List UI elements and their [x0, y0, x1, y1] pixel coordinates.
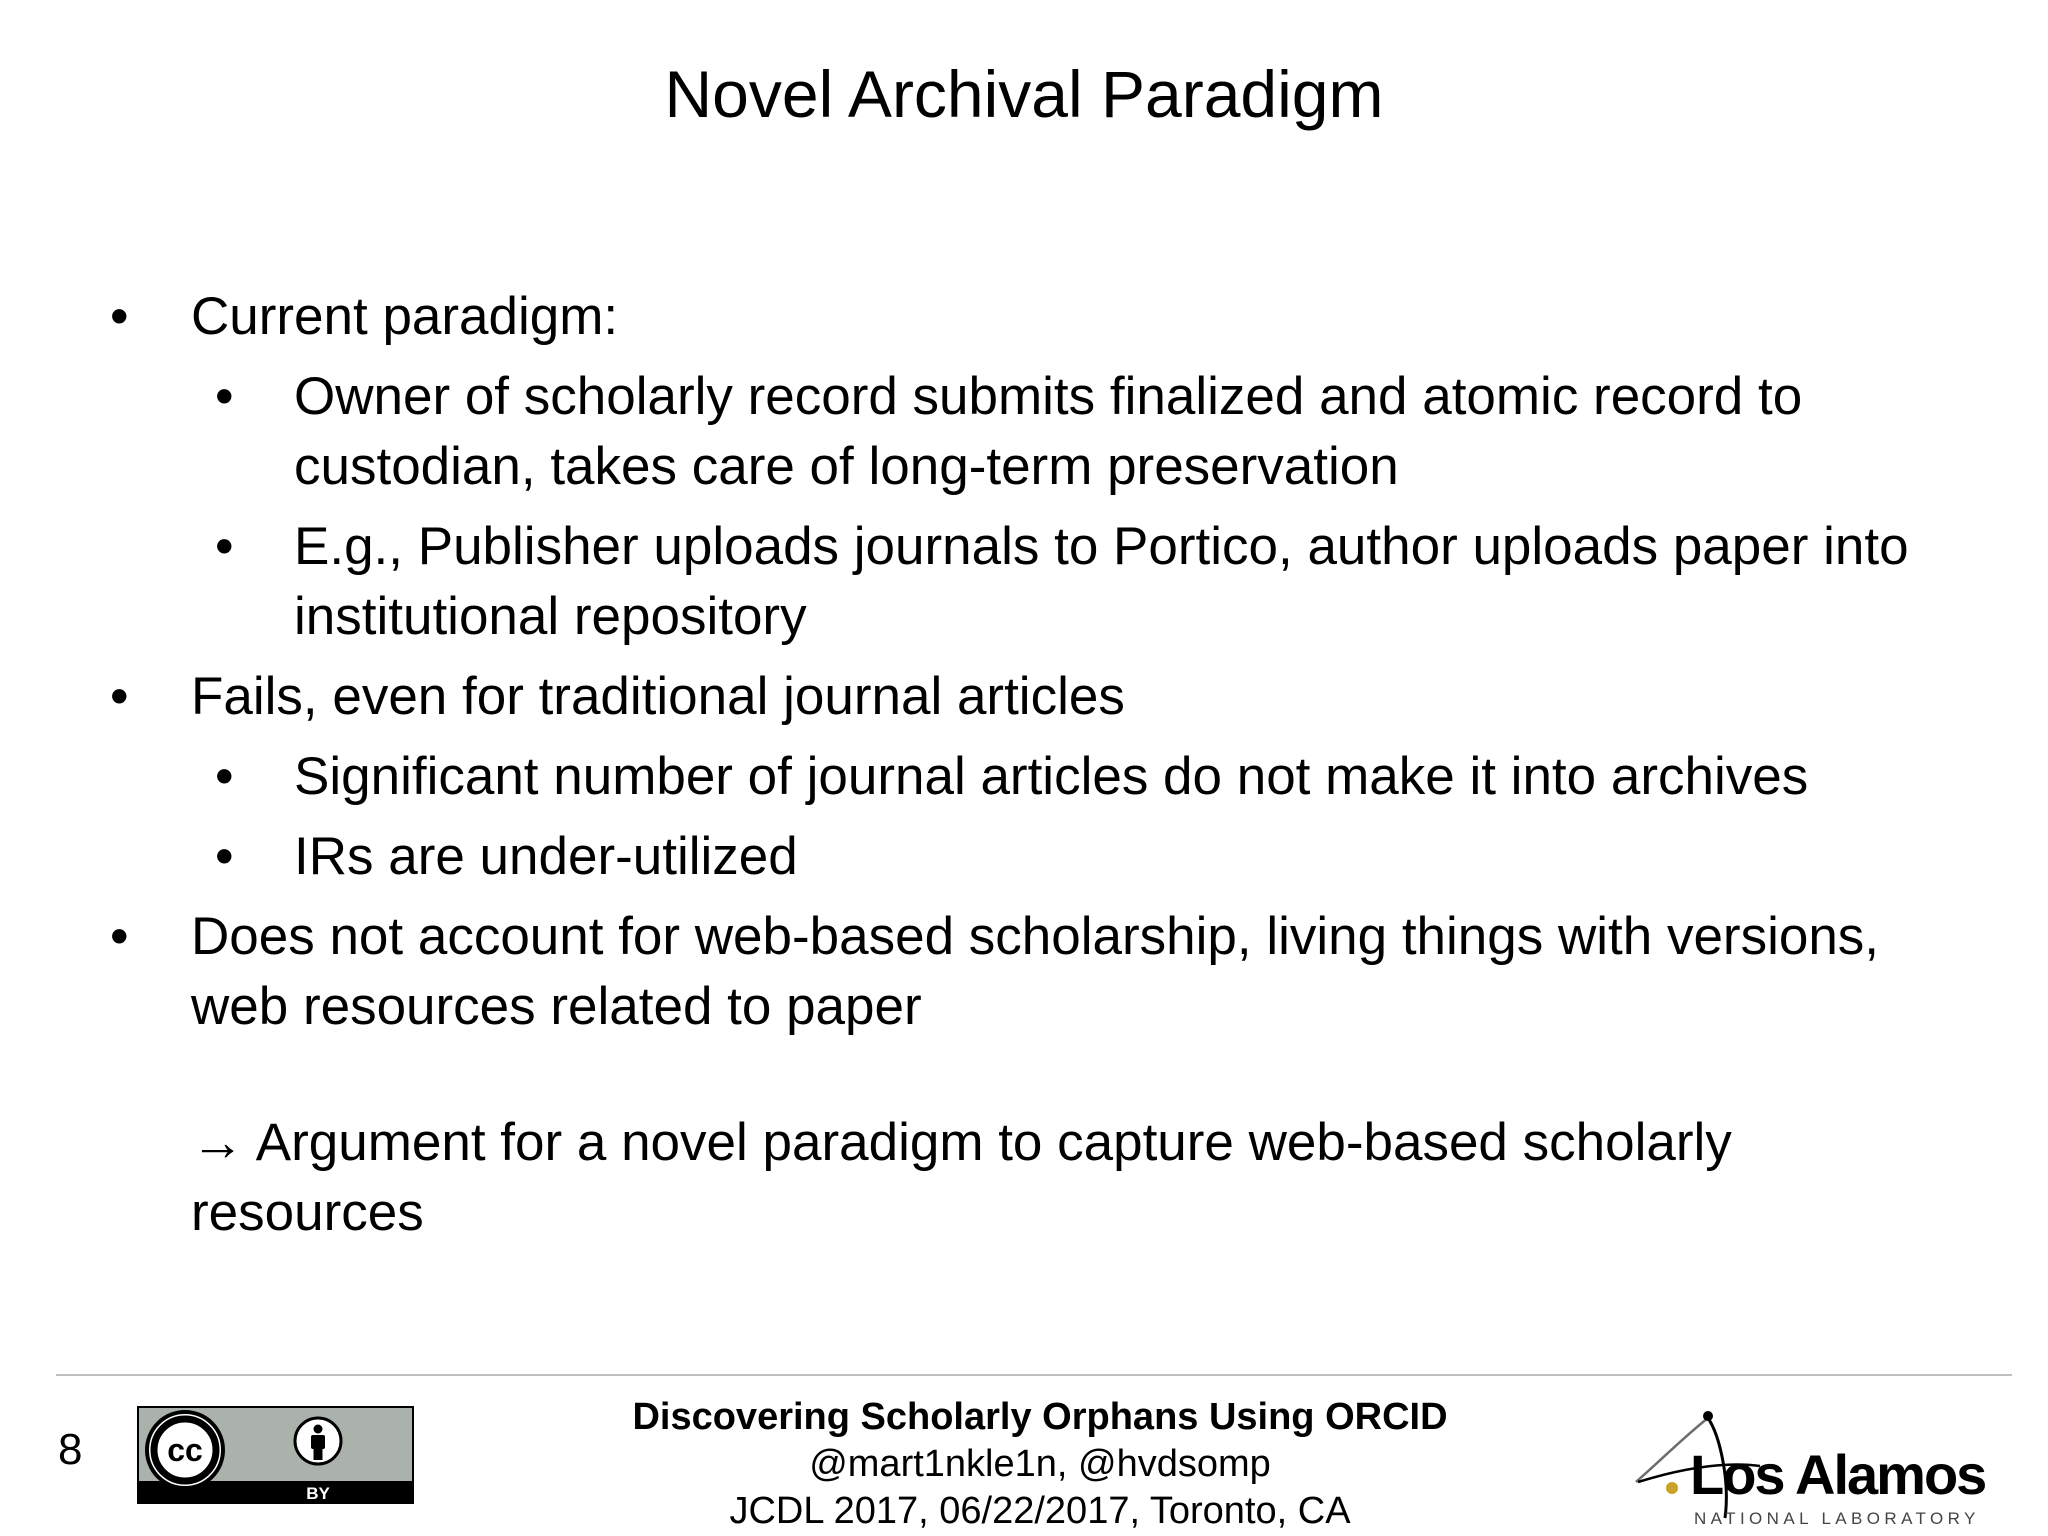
- logo-subtitle: NATIONAL LABORATORY: [1694, 1509, 1980, 1528]
- bullet-item: [0, 662, 1941, 732]
- bullet-text: Significant number of journal articles do not make it into archives: [294, 747, 1809, 806]
- bullet-marker: •: [215, 517, 234, 576]
- bullet-item: [0, 282, 1941, 352]
- bullet-text: Owner of scholarly record submits finalized and atomic record to custodian, takes care of long-term preservation: [294, 367, 1803, 496]
- bullet-text: IRs are under-utilized: [294, 827, 798, 886]
- footer-divider: [56, 1374, 2012, 1376]
- bullet-marker: •: [110, 667, 129, 726]
- slide-title: Novel Archival Paradigm: [664, 57, 1384, 131]
- sub-bullet-item: [0, 512, 1994, 652]
- bullet-marker: •: [110, 907, 129, 966]
- argument-statement: → Argument for a novel paradigm to capture web-based scholarly resources: [191, 1113, 1732, 1242]
- sub-bullet-item: [0, 822, 1994, 892]
- sub-bullet-item: [0, 362, 1994, 502]
- by-text: BY: [306, 1484, 330, 1503]
- footer-info: [560, 1394, 1520, 1535]
- bullet-text: E.g., Publisher uploads journals to Portico, author uploads paper into institutional repository: [294, 517, 1909, 646]
- talk-title: Discovering Scholarly Orphans Using ORCID: [632, 1396, 1448, 1438]
- author-handles: @mart1nkle1n, @hvdsomp: [809, 1443, 1271, 1485]
- bullet-list: [0, 282, 2048, 1052]
- venue-line: JCDL 2017, 06/22/2017, Toronto, CA: [729, 1490, 1351, 1532]
- bullet-marker: •: [110, 287, 129, 346]
- bullet-text: Fails, even for traditional journal articles: [191, 667, 1125, 726]
- cc-by-license-icon: [137, 1406, 414, 1504]
- bullet-marker: •: [215, 747, 234, 806]
- los-alamos-logo: [1630, 1386, 2010, 1536]
- logo-name: Los Alamos: [1690, 1443, 1986, 1506]
- cc-text: cc: [167, 1432, 203, 1468]
- bullet-item: [0, 902, 1941, 1042]
- bullet-marker: •: [215, 827, 234, 886]
- page-number: 8: [58, 1425, 83, 1474]
- sub-bullet-item: [0, 742, 1994, 812]
- bullet-text: Does not account for web-based scholarship, living things with versions, web resources related to paper: [191, 907, 1880, 1036]
- bullet-text: Current paradigm:: [191, 287, 619, 346]
- bullet-marker: •: [215, 367, 234, 426]
